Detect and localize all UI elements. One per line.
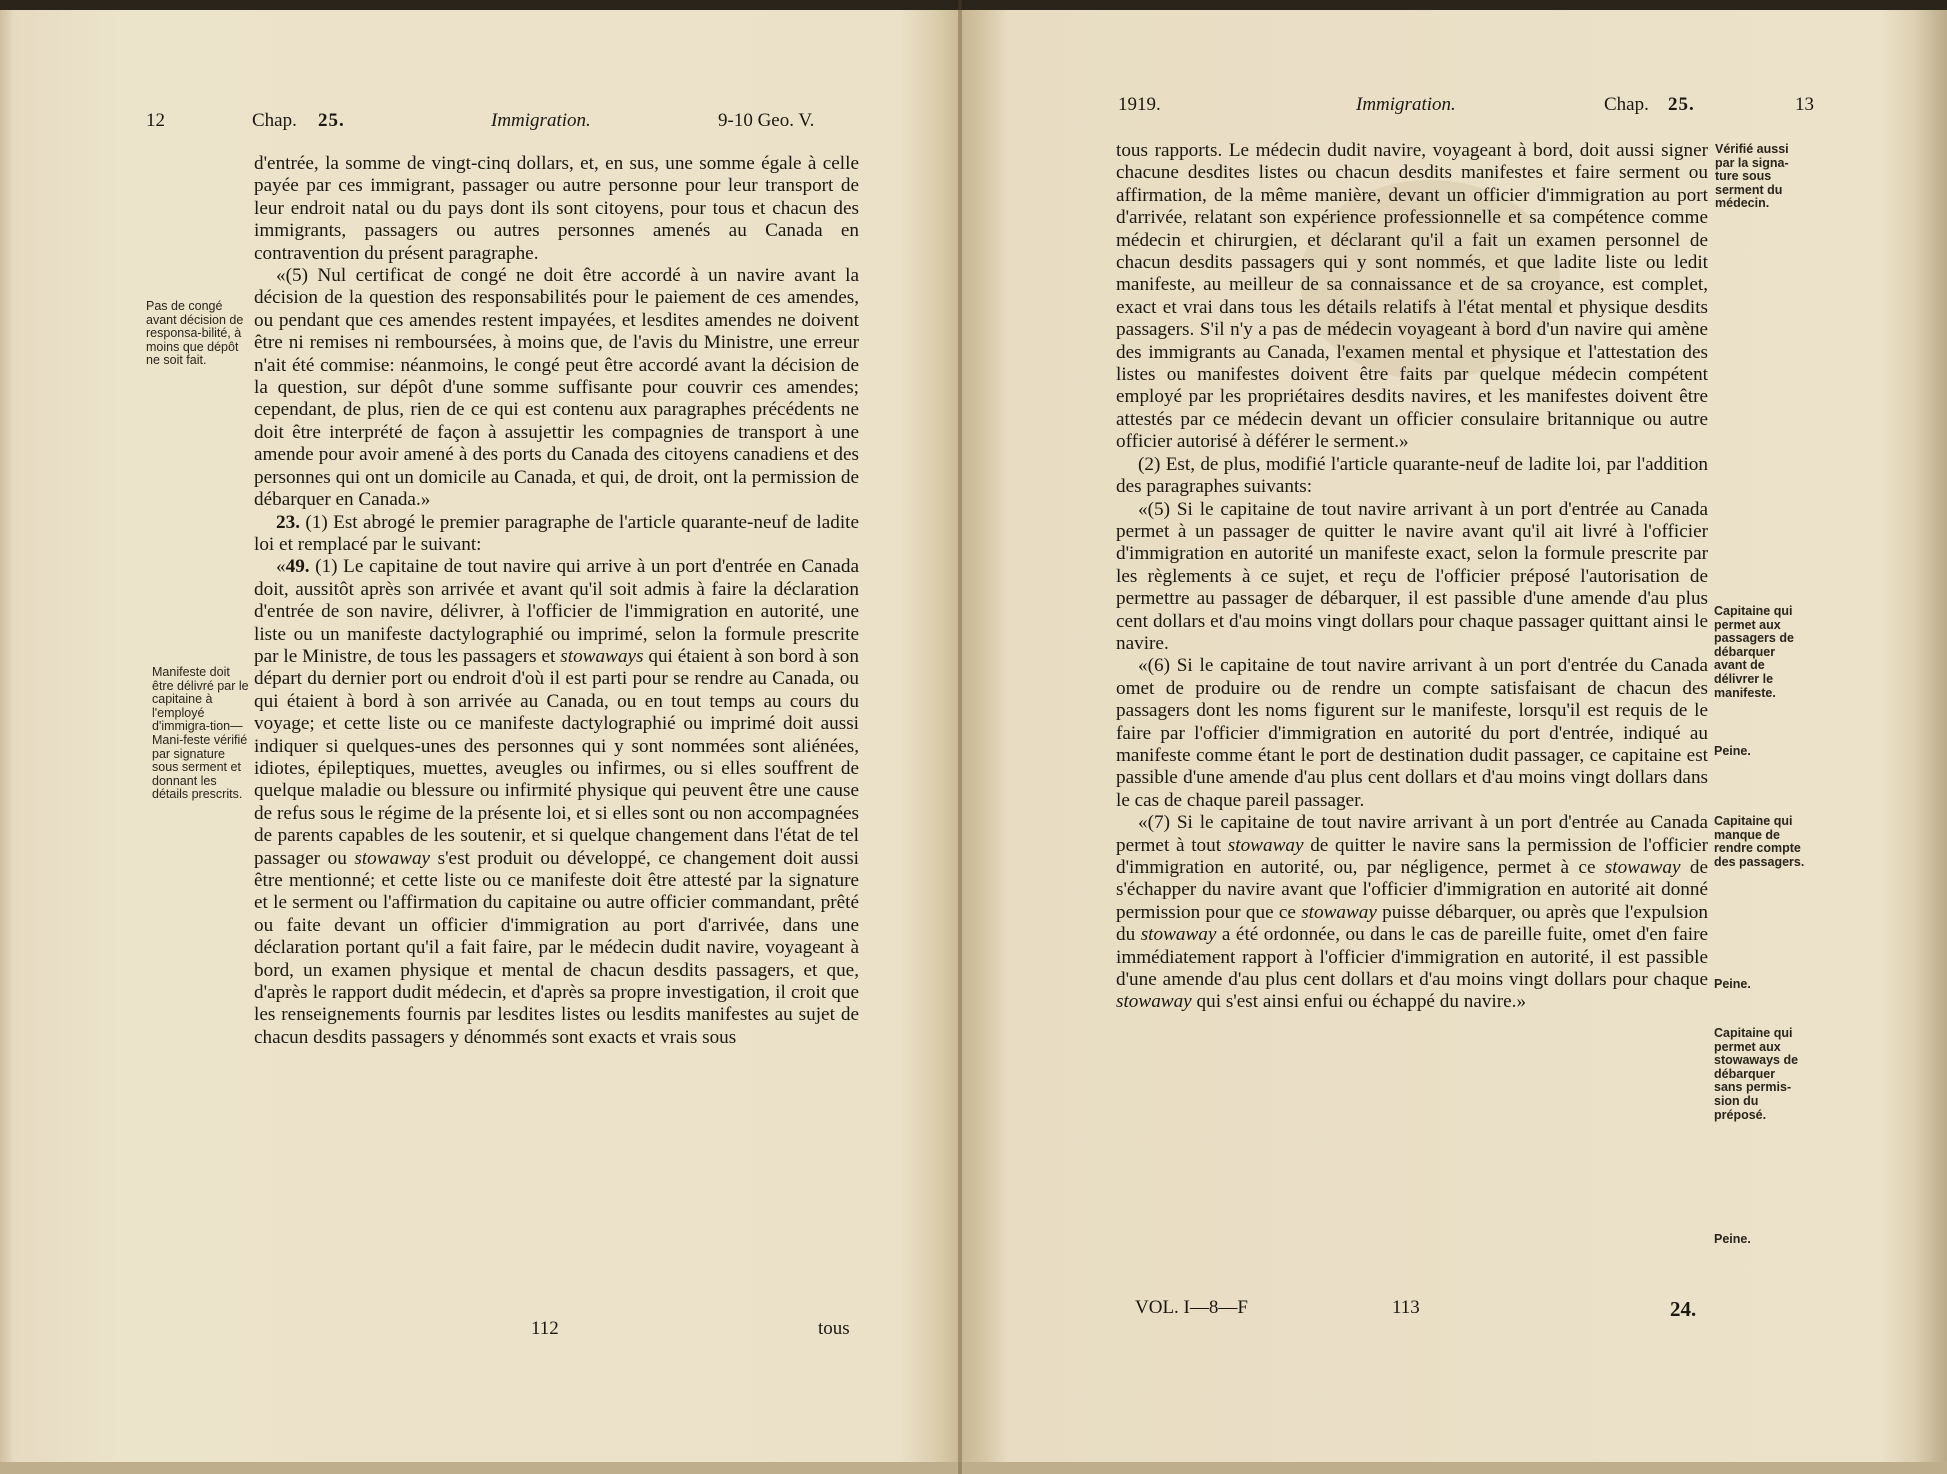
right-footer-sheet: 24. <box>1670 1297 1697 1321</box>
left-page-number: 12 <box>146 110 165 131</box>
right-running-title: Immigration. <box>1356 94 1456 115</box>
margin-note-capitaine-6: Capitaine qui manque de rendre compte des passagers. <box>1714 814 1805 869</box>
paragraph-medecin: tous rapports. Le médecin dudit navire, voyageant à bord, doit aussi signer chacune desdites listes ou chacun desdits manifestes et faire serment ou affirmation, de la même manière, devant un officier d'immigration au port d'arrivée, relatant son expérience professionnelle et sa compétence comme médecin et chirurgien, et déclarant qu'il a fait un examen personnel de chacun desdits passagers qui y sont nommés, et que ladite liste ou ledit manifeste, au meilleur de sa connaissance et de sa croyance, est complet, exact et vrai dans tous les détails relatifs à l'état mental et physique desdits passagers. S'il n'y a pas de médecin voyageant à bord d'un navire qui amène des immigrants au Canada, l'examen mental et physique et l'attestation des listes ou manifestes doivent être faits par quelque médecin compétent employé par les propriétaires desdits navires, et les manifestes doivent être attestés par ce médecin devant un officier consulaire britannique ou autre officier autorisé à déférer le serment.» <box>1116 140 1708 453</box>
left-chap-label: Chap. <box>252 110 297 131</box>
paragraph-continuation: d'entrée, la somme de vingt-cinq dollars, et, en sus, une somme égale à celle payée par ces immigrant, passager ou autre personne pour leur transport de leur endroit natal ou du pays dont ils sont citoyens, pour tous et chacun des immigrants, passagers ou autres personnes amenés au Canada en contravention du présent paragraphe. <box>254 153 859 264</box>
right-chap-label: Chap. <box>1604 94 1649 115</box>
left-regnal-year: 9-10 Geo. V. <box>718 110 815 131</box>
margin-note-peine-1: Peine. <box>1714 744 1751 758</box>
left-chap-number: 25. <box>318 110 345 131</box>
section-49-subsection-1: «49. (1) Le capitaine de tout navire qui arrive à un port d'entrée en Canada doit, aussitôt après son arrivée et avant qu'il soit admis à faire la déclaration d'entrée de son navire, délivrer, à l'officier de l'immigration en autorité, une liste ou un manifeste dactylographié ou imprimé, selon la formule prescrite par le Ministre, de tous les passagers et stowaways qui étaient à son bord à son départ du dernier port ou endroit d'où il est parti pour se rendre au Canada, ou qui étaient à bord à son arrivée au Canada, ou en tout temps au cours du voyage; et cette liste ou ce manifeste dactylographié ou imprimé doit aussi indiquer si quelques-unes des personnes qui y sont nommées sont aliénées, idiotes, épileptiques, muettes, aveugles ou infirmes, ou si elles souffrent de quelque maladie ou blessure ou infirmité physique qui peuvent être une cause de refus sous le régime de la présente loi, et si elles sont ou non accompagnées de parents capables de les soutenir, et si quelque changement dans l'état de tel passager ou stowaway s'est produit ou développé, ce changement doit aussi être mentionné; et cette liste ou ce manifeste doit être attesté par la signature et le serment ou l'affirmation du capitaine ou autre officier commandant, prêté ou faite devant un officier d'immigration au port d'arrivée, dans une déclaration portant qu'il a fait faire, par le médecin dudit navire, voyageant à bord, un examen physique et mental de chacun desdits passagers, et que, d'après le rapport dudit médecin, et d'après sa propre investigation, il croit que les renseignements fournis par lesdites listes ou lesdits manifestes au sujet de chacun desdits passagers y dénommés sont exacts et vrais sous <box>254 556 860 1048</box>
paragraph-2-modification: (2) Est, de plus, modifié l'article quarante-neuf de ladite loi, par l'addition des paragraphes suivants: <box>1116 453 1708 498</box>
right-body-text <box>1116 140 1708 1014</box>
margin-note-peine-2: Peine. <box>1714 977 1751 991</box>
margin-note-peine-3: Peine. <box>1714 1232 1751 1246</box>
left-footer-catchword: tous <box>818 1318 850 1339</box>
margin-note-verifie: Vérifié aussi par la signa-ture sous serment du médecin. <box>1715 142 1789 211</box>
right-footer-page-number: 113 <box>1392 1297 1420 1318</box>
section-49-number: 49. <box>285 556 310 578</box>
margin-note-manifeste: Manifeste doit être délivré par le capitaine à l'employé d'immigra-tion—Mani-feste vérifié par signature sous serment et donnant les détails prescrits. <box>152 665 249 802</box>
left-running-title: Immigration. <box>491 110 591 131</box>
paragraph-5-manifeste: «(5) Si le capitaine de tout navire arrivant à un port d'entrée au Canada permet à un passager de quitter le navire avant qu'il ait livré à l'officier d'immigration en autorité un manifeste exact, selon la formule prescrite par les règlements à ce sujet, et reçu de l'officier préposé l'autorisation de permettre au passager de débarquer, il est passible d'une amende d'au plus cent dollars et d'au moins vingt dollars pour chaque passager quittant ainsi le navire. <box>1116 498 1708 654</box>
right-footer-signature: VOL. I—8—F <box>1135 1297 1248 1318</box>
margin-note-pas-de-conge: Pas de congé avant décision de responsa-bilité, à moins que dépôt ne soit fait. <box>146 299 244 368</box>
left-footer-page-number: 112 <box>531 1318 559 1339</box>
right-header-year: 1919. <box>1118 94 1161 115</box>
right-chap-number: 25. <box>1668 94 1695 115</box>
section-23-number: 23. <box>276 511 300 533</box>
margin-note-capitaine-5: Capitaine qui permet aux passagers de débarquer avant de délivrer le manifeste. <box>1714 604 1794 700</box>
margin-note-capitaine-7: Capitaine qui permet aux stowaways de débarquer sans permis-sion du préposé. <box>1714 1026 1799 1122</box>
right-page-number: 13 <box>1795 94 1814 115</box>
paragraph-7-stowaway: «(7) Si le capitaine de tout navire arrivant à un port d'entrée au Canada permet à tout stowaway de quitter le navire sans la permission de l'officier d'immigration en autorité, ou, par négligence, permet à ce stowaway de s'échapper du navire avant que l'officier d'immigration en autorité ait donné permission pour que ce stowaway puisse débarquer, ou après que l'expulsion du stowaway a été ordonnée, ou dans le cas de pareille fuite, omet d'en faire immédiatement rapport à l'officier d'immigration en autorité, il est passible d'une amende d'au plus cent dollars et d'au moins vingt dollars pour chaque stowaway qui s'est ainsi enfui ou échappé du navire.» <box>1116 812 1709 1013</box>
right-page-header <box>0 94 1947 124</box>
paragraph-5-conge: «(5) Nul certificat de congé ne doit être accordé à un navire avant la décision de la question des responsabilités pour le paiement de ces amendes, ou pendant que ces amendes restent impayées, et lesdites amendes ne doivent être ni remises ni remboursées, à moins que, de l'avis du Ministre, une erreur n'ait été commise: néanmoins, le congé peut être accordé avant la décision de la question, sur dépôt d'une somme suffisante pour couvrir ces amendes; cependant, de plus, rien de ce qui est contenu aux paragraphes précédents ne doit être interprété de façon à assujettir les compagnies de transport à une amende pour avoir amené à des ports du Canada des citoyens canadiens et des personnes qui ont un domicile au Canada, et qui, de droit, ont la permission de débarquer en Canada.» <box>254 265 859 511</box>
paragraph-6-compte: «(6) Si le capitaine de tout navire arrivant à un port d'entrée du Canada omet de produire ou de rendre un compte satisfaisant de chacun des passagers dont les noms figurent sur le manifeste, lorsqu'il est requis de le faire par l'officier d'immigration en autorité du port d'entrée, indiqué au manifeste comme étant le port de destination dudit passager, ce capitaine est passible d'une amende d'au plus cent dollars et d'au moins vingt dollars dans le cas de chaque pareil passager. <box>1116 655 1708 811</box>
section-23: 23. (1) Est abrogé le premier paragraphe de l'article quarante-neuf de ladite loi et remplacé par le suivant: <box>254 511 859 555</box>
